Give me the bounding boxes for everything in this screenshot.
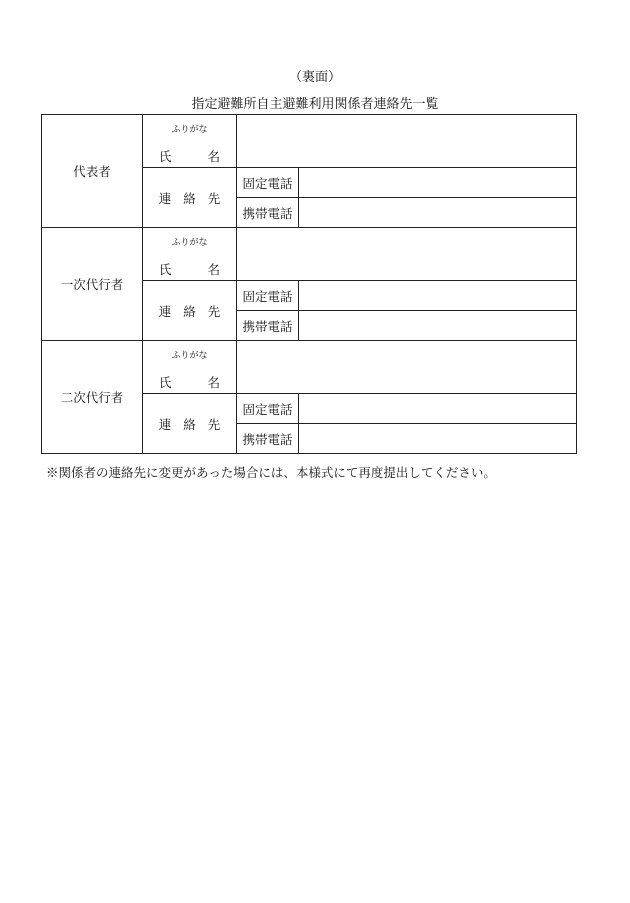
role-label-first-deputy: 一次代行者	[42, 228, 143, 341]
contact-label: 連絡先	[143, 394, 237, 454]
landline-label: 固定電話	[237, 168, 299, 198]
form-title: 指定避難所自主避難利用関係者連絡先一覧	[191, 97, 439, 112]
name-label-char: 氏	[159, 262, 172, 277]
name-input-representative[interactable]	[237, 115, 577, 168]
name-label-cell	[143, 341, 237, 394]
name-label	[159, 373, 220, 391]
name-label-char: 名	[207, 375, 220, 390]
mobile-label: 携帯電話	[237, 311, 299, 341]
name-label-char: 氏	[159, 149, 172, 164]
mobile-input-second-deputy[interactable]	[299, 424, 577, 454]
role-label-second-deputy: 二次代行者	[42, 341, 143, 454]
landline-label: 固定電話	[237, 281, 299, 311]
table-row	[42, 228, 577, 281]
contact-label: 連絡先	[143, 281, 237, 341]
role-label-representative: 代表者	[42, 115, 143, 228]
name-label	[159, 260, 220, 278]
name-label-char: 名	[207, 149, 220, 164]
table-row	[42, 341, 577, 394]
footer-note: ※関係者の連絡先に変更があった場合には、本様式にて再度提出してください。	[46, 465, 496, 480]
mobile-input-first-deputy[interactable]	[299, 311, 577, 341]
landline-input-representative[interactable]	[299, 168, 577, 198]
landline-input-first-deputy[interactable]	[299, 281, 577, 311]
name-label-char: 氏	[159, 375, 172, 390]
name-input-second-deputy[interactable]	[237, 341, 577, 394]
furigana-label: ふりがな	[171, 125, 208, 135]
name-label-char: 名	[207, 262, 220, 277]
back-side-label: （裏面）	[288, 70, 341, 85]
mobile-input-representative[interactable]	[299, 198, 577, 228]
furigana-label: ふりがな	[171, 238, 208, 248]
name-label	[159, 147, 220, 165]
contact-label: 連絡先	[143, 168, 237, 228]
mobile-label: 携帯電話	[237, 198, 299, 228]
name-label-cell	[143, 115, 237, 168]
landline-label: 固定電話	[237, 394, 299, 424]
contact-list-table	[41, 114, 577, 454]
landline-input-second-deputy[interactable]	[299, 394, 577, 424]
name-input-first-deputy[interactable]	[237, 228, 577, 281]
name-label-cell	[143, 228, 237, 281]
furigana-label: ふりがな	[171, 351, 208, 361]
mobile-label: 携帯電話	[237, 424, 299, 454]
table-row	[42, 115, 577, 168]
